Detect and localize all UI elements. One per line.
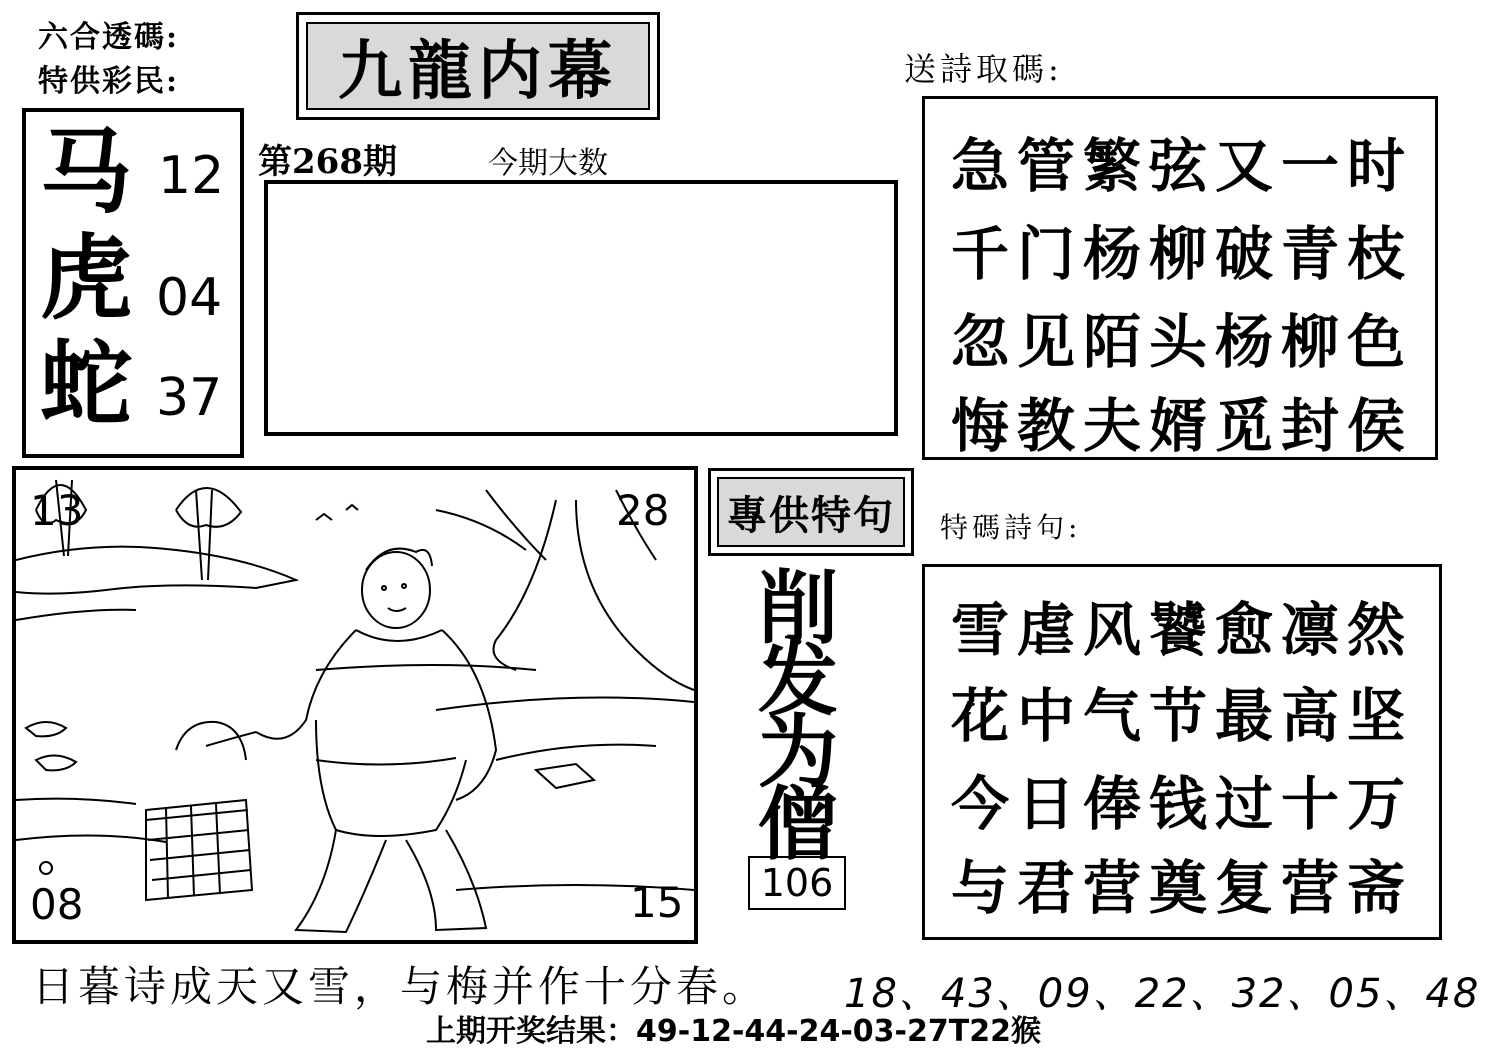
- page-title: 九龍内幕: [338, 34, 618, 109]
- bottom-numbers: 18、43、09、22、32、05、48: [844, 971, 1481, 1017]
- zodiac-number-1: 12: [158, 146, 225, 206]
- big-number-box: [264, 180, 898, 436]
- zodiac-animal-2: 虎: [40, 224, 133, 332]
- poem1-line-1: 急管繁弦又一时: [951, 132, 1414, 200]
- special-phrase-char-4: 僧: [758, 777, 838, 871]
- corner-number-top-right: 28: [616, 486, 670, 535]
- special-number: 106: [748, 856, 846, 910]
- title-frame: [296, 12, 660, 120]
- poem2-line-1: 雪虐风饕愈凛然: [951, 596, 1414, 664]
- poem2-line-4: 与君营奠复营斋: [951, 854, 1414, 922]
- special-label: 專供特句: [727, 491, 895, 539]
- illustration: [12, 466, 698, 944]
- special-phrase-char-1: 削: [758, 561, 838, 655]
- poem2-box: [922, 564, 1442, 940]
- special-phrase-char-3: 为: [758, 705, 838, 799]
- poem2-line-3: 今日俸钱过十万: [951, 770, 1414, 838]
- header-line-1: 六合透碼:: [38, 20, 180, 55]
- poem1-label: 送詩取碼:: [904, 50, 1063, 88]
- special-label-frame: [708, 468, 914, 556]
- zodiac-number-3: 37: [156, 368, 223, 428]
- poem2-label: 特碼詩句:: [940, 511, 1082, 544]
- poem2-line-2: 花中气节最高坚: [951, 682, 1414, 750]
- corner-number-bottom-left: 08: [30, 880, 84, 929]
- poem1-line-3: 忽见陌头杨柳色: [951, 308, 1414, 376]
- special-phrase-char-2: 发: [758, 633, 838, 727]
- zodiac-animal-3: 蛇: [40, 330, 133, 438]
- poem1-line-4: 悔教夫婿觅封侯: [951, 392, 1414, 460]
- zodiac-animal-1: 马: [40, 118, 133, 226]
- issue-number: 第268期: [258, 142, 397, 182]
- zodiac-number-2: 04: [156, 268, 223, 328]
- header-line-2: 特供彩民:: [38, 64, 180, 99]
- poem1-box: [922, 96, 1438, 460]
- bottom-poem: 日暮诗成天又雪，与梅并作十分春。: [32, 962, 769, 1011]
- corner-number-bottom-right: 15: [630, 878, 684, 927]
- zodiac-box: [22, 108, 244, 458]
- corner-number-top-left: 13: [30, 486, 84, 535]
- last-draw-result: 上期开奖结果：49-12-44-24-03-27T22猴: [426, 1014, 1041, 1049]
- illustration-drawing: [16, 470, 694, 940]
- poem1-line-2: 千门杨柳破青枝: [951, 220, 1414, 288]
- big-number-label: 今期大数: [488, 146, 608, 181]
